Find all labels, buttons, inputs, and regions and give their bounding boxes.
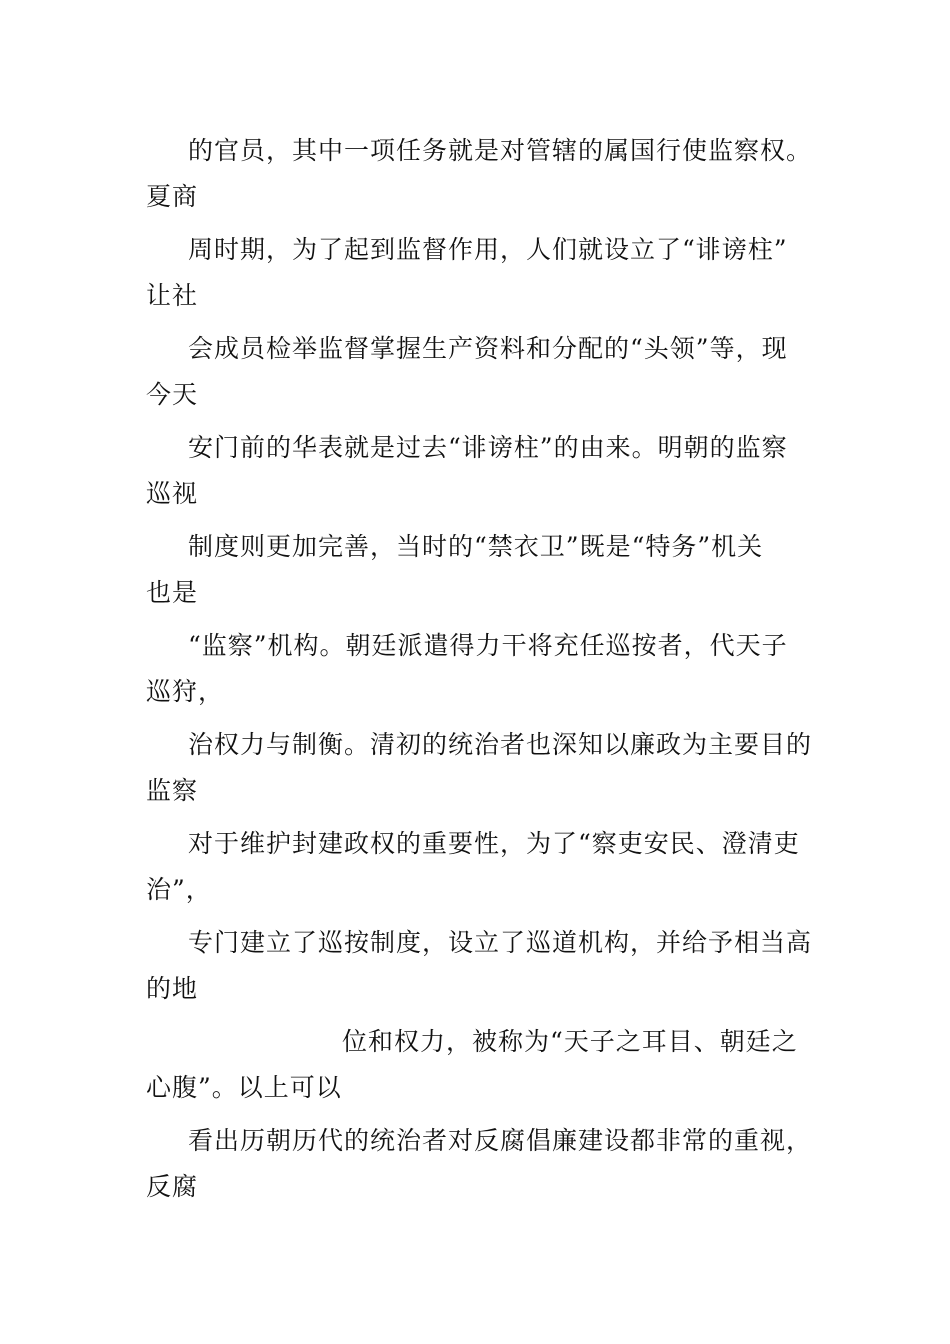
- paragraph-continuation: 巡视: [146, 479, 199, 508]
- paragraph-line: 周时期，为了起到监督作用，人们就设立了“诽谤柱”: [188, 235, 788, 264]
- paragraph-line: 专门建立了巡按制度，设立了巡道机构，并给予相当高: [188, 928, 813, 957]
- paragraph-continuation: 今天: [146, 380, 199, 409]
- paragraph: [146, 524, 810, 616]
- document-body: [146, 128, 813, 1217]
- paragraph: [146, 623, 810, 715]
- paragraph-continuation: 让社: [146, 281, 199, 310]
- paragraph-line: 会成员检举监督掌握生产资料和分配的“头领”等，现: [188, 334, 788, 363]
- paragraph-continuation: 治”，: [146, 875, 212, 904]
- paragraph-continuation: 夏商: [146, 182, 199, 211]
- paragraph-line: “监察”机构。朝廷派遣得力干将充任巡按者，代天子: [188, 631, 788, 660]
- paragraph-continuation: 反腐: [146, 1172, 199, 1201]
- paragraph: [146, 821, 810, 913]
- paragraph-line: 的官员，其中一项任务就是对管辖的属国行使监察权。: [188, 136, 813, 165]
- paragraph-continuation: 巡狩，: [146, 677, 225, 706]
- paragraph-line: 位和权力，被称为“天子之耳目、朝廷之: [342, 1027, 798, 1056]
- paragraph: [146, 920, 813, 1012]
- paragraph: [146, 1118, 813, 1210]
- paragraph-line: 对于维护封建政权的重要性，为了“察吏安民、澄清吏: [188, 829, 800, 858]
- paragraph-continuation: 监察: [146, 776, 199, 805]
- paragraph-line: 看出历朝历代的统治者对反腐倡廉建设都非常的重视，: [188, 1126, 813, 1155]
- paragraph: [146, 425, 810, 517]
- paragraph: [146, 227, 810, 319]
- paragraph: [146, 128, 813, 220]
- paragraph-continuation: 也是: [146, 578, 199, 607]
- paragraph-line: 制度则更加完善，当时的“禁衣卫”既是“特务”机关: [188, 532, 764, 561]
- paragraph-continuation: 心腹”。以上可以: [146, 1073, 342, 1102]
- paragraph-continuation: 的地: [146, 974, 199, 1003]
- paragraph: [146, 722, 813, 814]
- paragraph-line: 治权力与制衡。清初的统治者也深知以廉政为主要目的: [188, 730, 813, 759]
- paragraph: [146, 326, 810, 418]
- paragraph: [146, 1019, 810, 1111]
- paragraph-line: 安门前的华表就是过去“诽谤柱”的由来。明朝的监察: [188, 433, 788, 462]
